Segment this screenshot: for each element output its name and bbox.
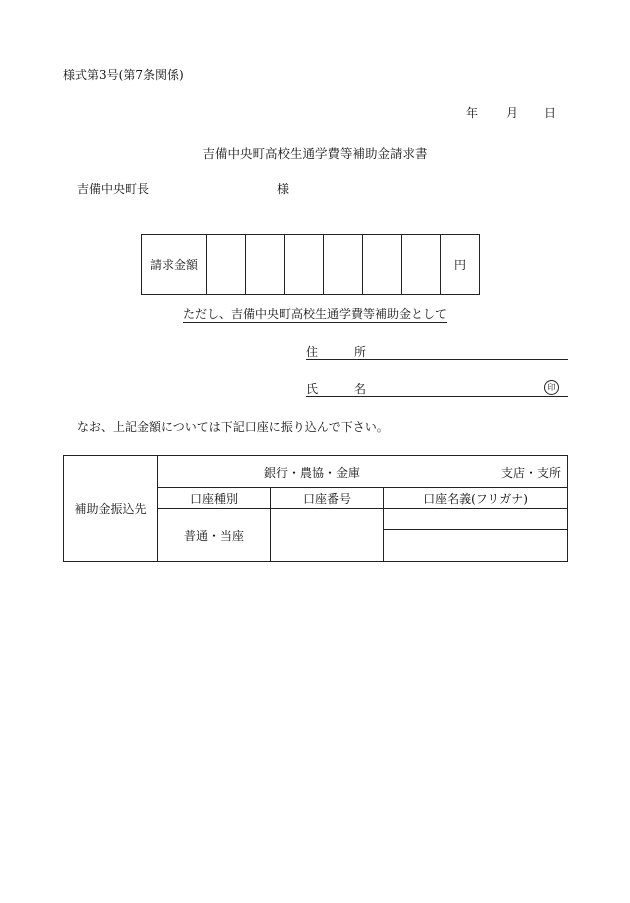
bank-types-label: 銀行・農協・金庫 xyxy=(264,466,361,480)
date-line xyxy=(466,104,556,121)
form-number: 様式第3号(第7条関係) xyxy=(63,68,184,82)
name-label-1: 氏 xyxy=(306,382,319,396)
purpose-text: ただし、吉備中央町高校生通学費等補助金として xyxy=(182,307,447,321)
column-account-number: 口座番号 xyxy=(271,488,384,509)
addressee-honorific: 様 xyxy=(277,182,290,196)
amount-digit-cell[interactable] xyxy=(207,235,246,295)
bank-account-table xyxy=(63,455,568,562)
amount-digit-cell[interactable] xyxy=(324,235,363,295)
address-label-1: 住 xyxy=(306,345,319,359)
name-field[interactable] xyxy=(306,380,568,397)
amount-digit-cell[interactable] xyxy=(285,235,324,295)
branch-types-label: 支店・支所 xyxy=(500,466,561,480)
amount-table xyxy=(141,234,480,295)
seal-icon: 印 xyxy=(544,380,559,395)
bank-name-cell[interactable] xyxy=(158,456,568,488)
name-label-2: 名 xyxy=(354,382,367,396)
date-year-label: 年 xyxy=(466,106,479,120)
column-account-type: 口座種別 xyxy=(158,488,271,509)
date-month-label: 月 xyxy=(506,106,519,120)
address-label-2: 所 xyxy=(354,345,367,359)
amount-digit-cell[interactable] xyxy=(246,235,285,295)
column-account-holder: 口座名義(フリガナ) xyxy=(384,488,568,509)
document-title: 吉備中央町高校生通学費等補助金請求書 xyxy=(202,146,428,161)
account-holder-kana-cell[interactable] xyxy=(384,509,568,530)
purpose-line xyxy=(0,305,630,322)
address-field[interactable] xyxy=(306,343,568,360)
amount-label: 請求金額 xyxy=(142,235,207,295)
amount-digit-cell[interactable] xyxy=(402,235,441,295)
addressee-name: 吉備中央町長 xyxy=(77,182,150,196)
account-kind-cell[interactable]: 普通・当座 xyxy=(158,509,271,562)
bank-table-heading: 補助金振込先 xyxy=(64,456,158,562)
date-day-label: 日 xyxy=(544,106,557,120)
amount-digit-cell[interactable] xyxy=(363,235,402,295)
amount-unit: 円 xyxy=(441,235,480,295)
transfer-note: なお、上記金額については下記口座に振り込んで下さい。 xyxy=(77,420,389,434)
account-number-cell[interactable] xyxy=(271,509,384,562)
account-holder-cell[interactable] xyxy=(384,530,568,562)
